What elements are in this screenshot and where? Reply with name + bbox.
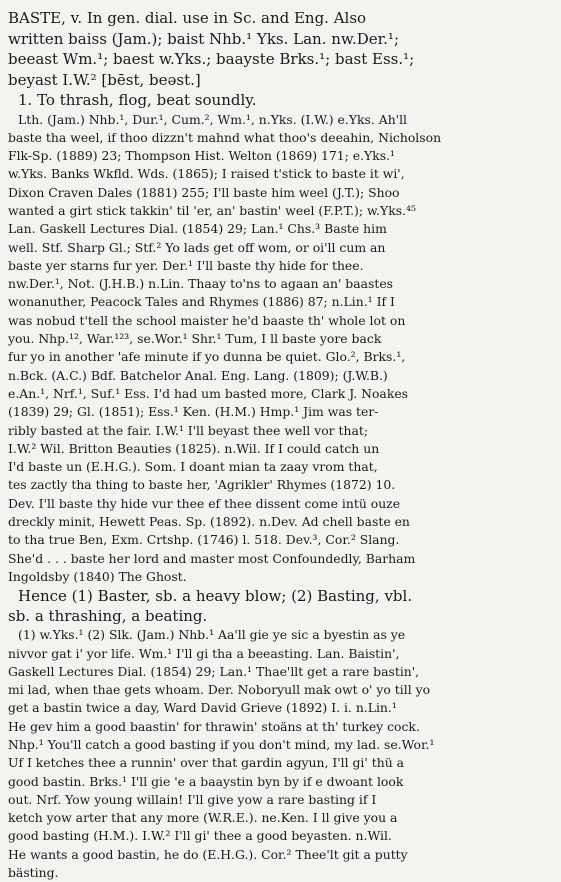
derived-forms-line: sb. a thrashing, a beating. xyxy=(8,607,208,626)
citation-line: She'd . . . baste her lord and master most Confoundedly, Barham xyxy=(8,550,416,566)
citation-line: Lan. Gaskell Lectures Dial. (1854) 29; Lan.¹ Chs.³ Baste him xyxy=(8,221,387,237)
citation-line: wonanuther, Peacock Tales and Rhymes (1886) 87; n.Lin.¹ If I xyxy=(8,294,395,310)
citation-line: mi lad, when thae gets whoam. Der. Noboryull mak owt o' yo till yo xyxy=(8,682,431,698)
citation-line: ketch yow arter that any more (W.R.E.). ne.Ken. I ll give you a xyxy=(8,810,398,826)
citation-line: out. Nrf. Yow young willain! I'll give yow a rare basting if I xyxy=(8,791,377,807)
citation-line: baste tha weel, if thoo dizzn't mahnd what thoo's deeahin, Nicholson xyxy=(8,129,442,145)
citation-line: to tha true Ben, Exm. Crtshp. (1746) l. 518. Dev.³, Cor.² Slang. xyxy=(8,532,400,548)
citation-line: good bastin. Brks.¹ I'll gie 'e a baaystin byn by if e dwoant look xyxy=(8,773,404,789)
derived-forms-citations xyxy=(8,626,551,882)
citation-line: Nhp.¹ You'll catch a good basting if you don't mind, my lad. se.Wor.¹ xyxy=(8,737,435,752)
citation-line: tes zactly tha thing to baste her, 'Agrikler' Rhymes (1872) 10. xyxy=(8,477,396,493)
heading-line: beyast I.W.² [bēst, beəst.] xyxy=(8,70,201,89)
sense-1-definition: 1. To thrash, flog, beat soundly. xyxy=(18,91,257,109)
citation-line: e.An.¹, Nrf.¹, Suf.¹ Ess. I'd had um basted more, Clark J. Noakes xyxy=(8,385,409,401)
derived-forms-heading xyxy=(8,586,551,626)
heading-line: written baiss (Jam.); baist Nhb.¹ Yks. Lan. nw.Der.¹; xyxy=(8,29,399,48)
derived-forms-line: Hence (1) Baster, sb. a heavy blow; (2) Basting, vbl. xyxy=(18,587,413,606)
citation-line: baste yer starns fur yer. Der.¹ I'll baste thy hide for thee. xyxy=(8,257,364,273)
citation-line: Gaskell Lectures Dial. (1854) 29; Lan.¹ Thae'llt get a rare bastin', xyxy=(8,663,420,679)
citation-line: He gev him a good baastin' for thrawin' stoäns at th' turkey cock. xyxy=(8,718,420,734)
citation-line: n.Bck. (A.C.) Bdf. Batchelor Anal. Eng. Lang. (1809); (J.W.B.) xyxy=(8,367,388,383)
citation-line: nw.Der.¹, Not. (J.H.B.) n.Lin. Thaay to'ns to agaan an' baastes xyxy=(8,276,394,292)
citation-line: Dixon Craven Dales (1881) 255; I'll baste him weel (J.T.); Shoo xyxy=(8,184,400,200)
citation-line: ribly basted at the fair. I.W.¹ I'll beyast thee well vor that; xyxy=(8,422,369,438)
citation-line: well. Stf. Sharp Gl.; Stf.² Yo lads get off wom, or oi'll cum an xyxy=(8,239,386,255)
citation-line: good basting (H.M.). I.W.² I'll gi' thee a good beyasten. n.Wil. xyxy=(8,828,392,844)
citation-line: nivvor gat i' yor life. Wm.¹ I'll gi tha a beeasting. Lan. Baistin', xyxy=(8,645,400,661)
citation-line: Ingoldsby (1840) The Ghost. xyxy=(8,568,187,584)
citation-line: bästing. xyxy=(8,865,59,881)
citation-line: Dev. I'll baste thy hide vur thee ef thee dissent come intü ouze xyxy=(8,495,401,511)
heading-line: BASTE, v. In gen. dial. use in Sc. and Eng. Also xyxy=(8,9,367,27)
citation-line: w.Yks. Banks Wkfld. Wds. (1865); I raised t'stick to baste it wi', xyxy=(8,166,405,182)
sense-1-citations xyxy=(8,111,551,587)
entry-heading xyxy=(8,8,551,111)
citation-line: Flk-Sp. (1889) 23; Thompson Hist. Welton (1869) 171; e.Yks.¹ xyxy=(8,148,395,164)
heading-line: beeast Wm.¹; baest w.Yks.; baayste Brks.¹; bast Ess.¹; xyxy=(8,50,415,68)
citation-line: fur yo in another 'afe minute if yo dunna be quiet. Glo.², Brks.¹, xyxy=(8,349,406,365)
citation-line: wanted a girt stick takkin' til 'er, an' bastin' weel (F.P.T.); w.Yks.⁴⁵ xyxy=(8,202,416,218)
citation-line: I.W.² Wil. Britton Beauties (1825). n.Wil. If I could catch un xyxy=(8,440,380,456)
citation-line: you. Nhp.¹², War.¹²³, se.Wor.¹ Shr.¹ Tum, I ll baste yore back xyxy=(8,331,382,347)
citation-line: dreckly minit, Hewett Peas. Sp. (1892). n.Dev. Ad chell baste en xyxy=(8,514,410,530)
citation-line: was nobud t'tell the school maister he'd baaste th' whole lot on xyxy=(8,312,406,328)
citation-line: (1) w.Yks.¹ (2) Slk. (Jam.) Nhb.¹ Aa'll gie ye sic a byestin as ye xyxy=(18,627,406,643)
citation-line: He wants a good bastin, he do (E.H.G.). Cor.² Thee'lt git a putty xyxy=(8,846,408,862)
citation-line: Uf I ketches thee a runnin' over that gardin agyun, I'll gi' thü a xyxy=(8,755,405,771)
citation-line: get a bastin twice a day, Ward David Grieve (1892) I. i. n.Lin.¹ xyxy=(8,700,397,716)
citation-line: Lth. (Jam.) Nhb.¹, Dur.¹, Cum.², Wm.¹, n.Yks. (I.W.) e.Yks. Ah'll xyxy=(18,111,408,127)
citation-line: I'd baste un (E.H.G.). Som. I doant mian ta zaay vrom that, xyxy=(8,459,378,475)
citation-line: (1839) 29; Gl. (1851); Ess.¹ Ken. (H.M.) Hmp.¹ Jim was ter- xyxy=(8,404,379,420)
